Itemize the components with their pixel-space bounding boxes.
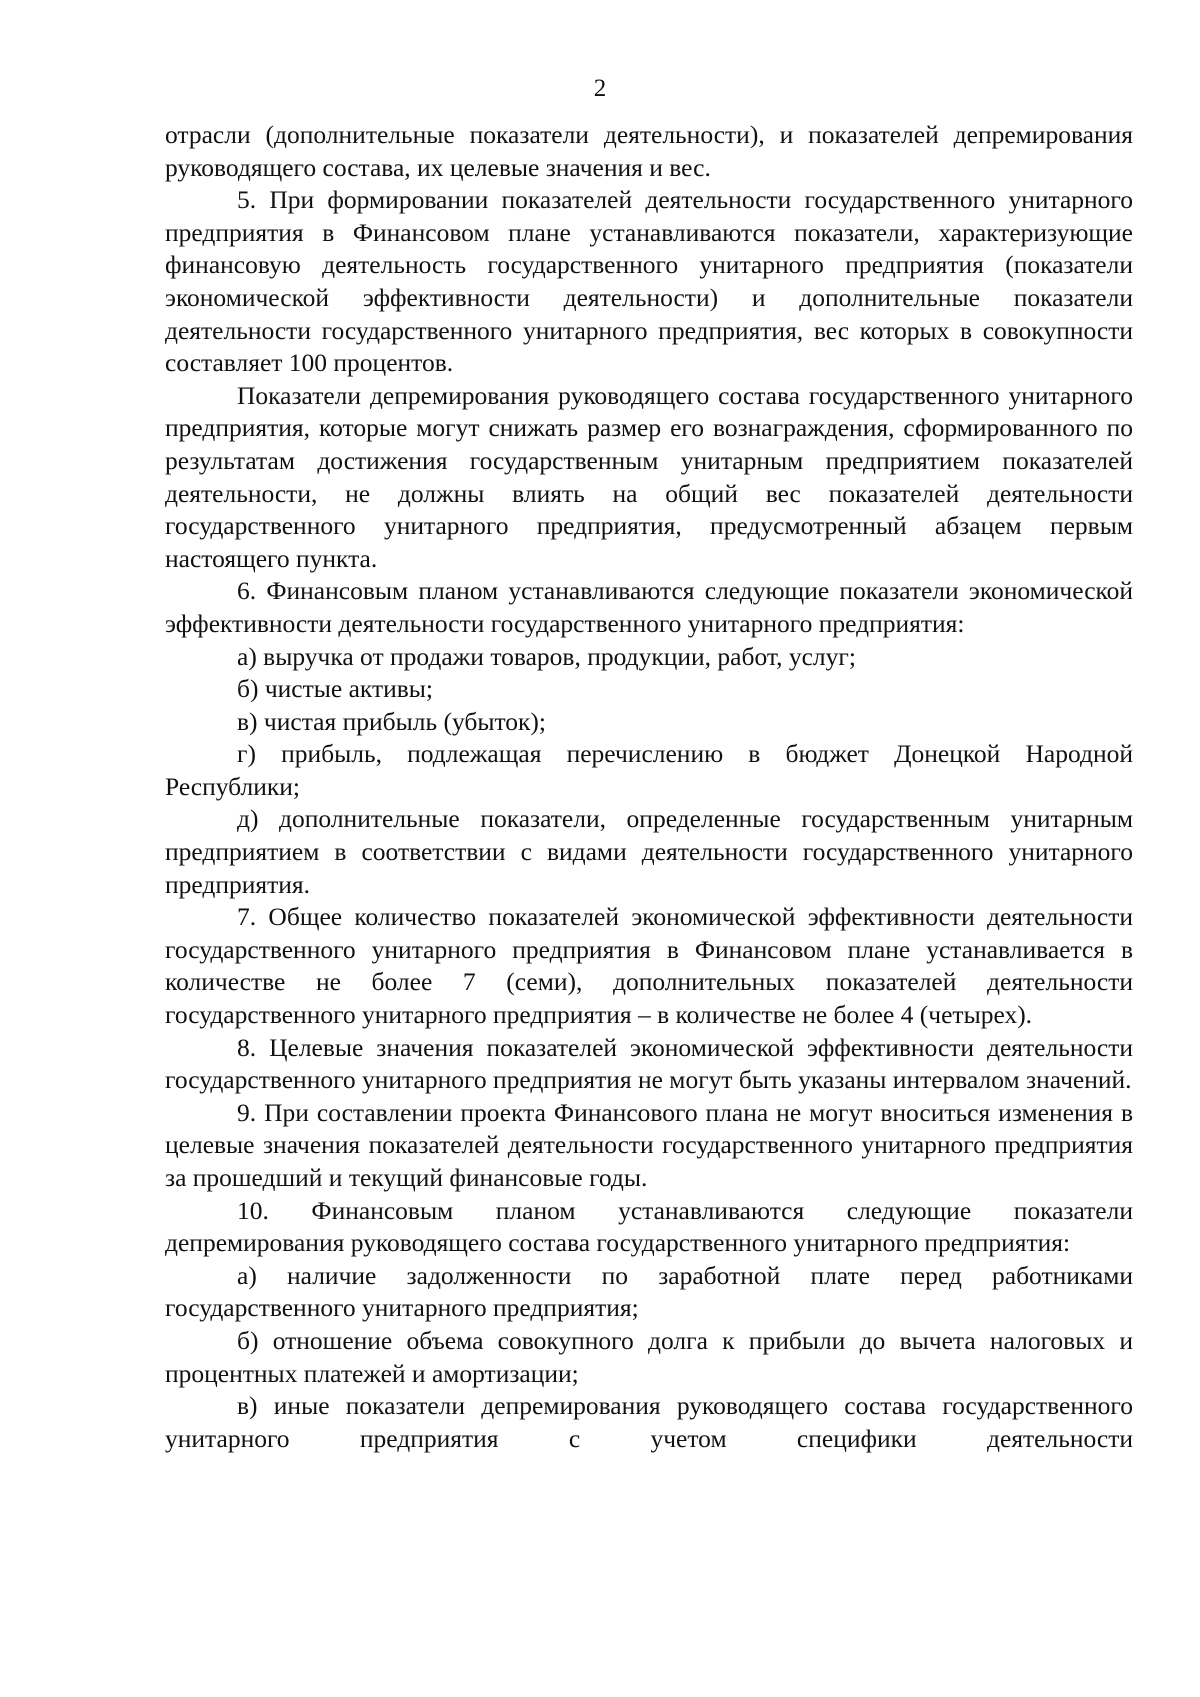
list-item-10-a: а) наличие задолженности по заработной плате перед работниками государственного унитарного предприятия; xyxy=(165,1260,1133,1323)
paragraph-item-8: 8. Целевые значения показателей экономической эффективности деятельности государственного унитарного предприятия не могут быть указаны интервалом значений. xyxy=(165,1032,1133,1095)
page-number: 2 xyxy=(593,75,607,102)
paragraph-item-10: 10. Финансовым планом устанавливаются следующие показатели депремирования руководящего состава государственного унитарного предприятия: xyxy=(165,1195,1133,1258)
list-item-a: а) выручка от продажи товаров, продукции, работ, услуг; xyxy=(237,641,856,671)
list-item-v: в) чистая прибыль (убыток); xyxy=(237,706,546,736)
paragraph-item-5: 5. При формировании показателей деятельности государственного унитарного предприятия в Финансовом плане устанавливаются показатели, характеризующие финансовую деятельность государственного унитарного предприятия (показатели экономической эффективности деятельности) и дополнительные показатели деятельности государственного унитарного предприятия, вес которых в совокупности составляет 100 процентов. xyxy=(165,185,1133,378)
list-item-g: г) прибыль, подлежащая перечислению в бюджет Донецкой Народной Республики; xyxy=(165,739,1133,801)
paragraph-item-5-second: Показатели депремирования руководящего состава государственного унитарного предприятия, которые могут снижать размер его вознаграждения, сформированного по результатам достижения государственным унитарным предприятием показателей деятельности, не должны влиять на общий вес показателей деятельности государственного унитарного предприятия, предусмотренный абзацем первым настоящего пункта. xyxy=(165,380,1133,573)
paragraph-item-7: 7. Общее количество показателей экономической эффективности деятельности государственного унитарного предприятия в Финансовом плане устанавливается в количестве не более 7 (семи), дополнительных показателей деятельности государственного унитарного предприятия – в количестве не более 4 (четырех). xyxy=(165,902,1133,1030)
paragraph-item-6: 6. Финансовым планом устанавливаются следующие показатели экономической эффективности деятельности государственного унитарного предприятия: xyxy=(165,576,1133,638)
paragraph-item-9: 9. При составлении проекта Финансового плана не могут вноситься изменения в целевые значения показателей деятельности государственного унитарного предприятия за прошедший и текущий финансовые годы. xyxy=(165,1097,1133,1192)
list-item-d: д) дополнительные показатели, определенные государственным унитарным предприятием в соответствии с видами деятельности государственного унитарного предприятия. xyxy=(165,804,1133,899)
paragraph-continuation: отрасли (дополнительные показатели деятельности), и показателей депремирования руководящего состава, их целевые значения и вес. xyxy=(165,120,1133,182)
document-body xyxy=(165,119,1133,1455)
list-item-b: б) чистые активы; xyxy=(237,674,434,704)
list-item-10-b: б) отношение объема совокупного долга к прибыли до вычета налоговых и процентных платежей и амортизации; xyxy=(165,1325,1133,1388)
list-item-10-v: в) иные показатели депремирования руководящего состава государственного унитарного предприятия с учетом специфики деятельности xyxy=(165,1391,1133,1453)
